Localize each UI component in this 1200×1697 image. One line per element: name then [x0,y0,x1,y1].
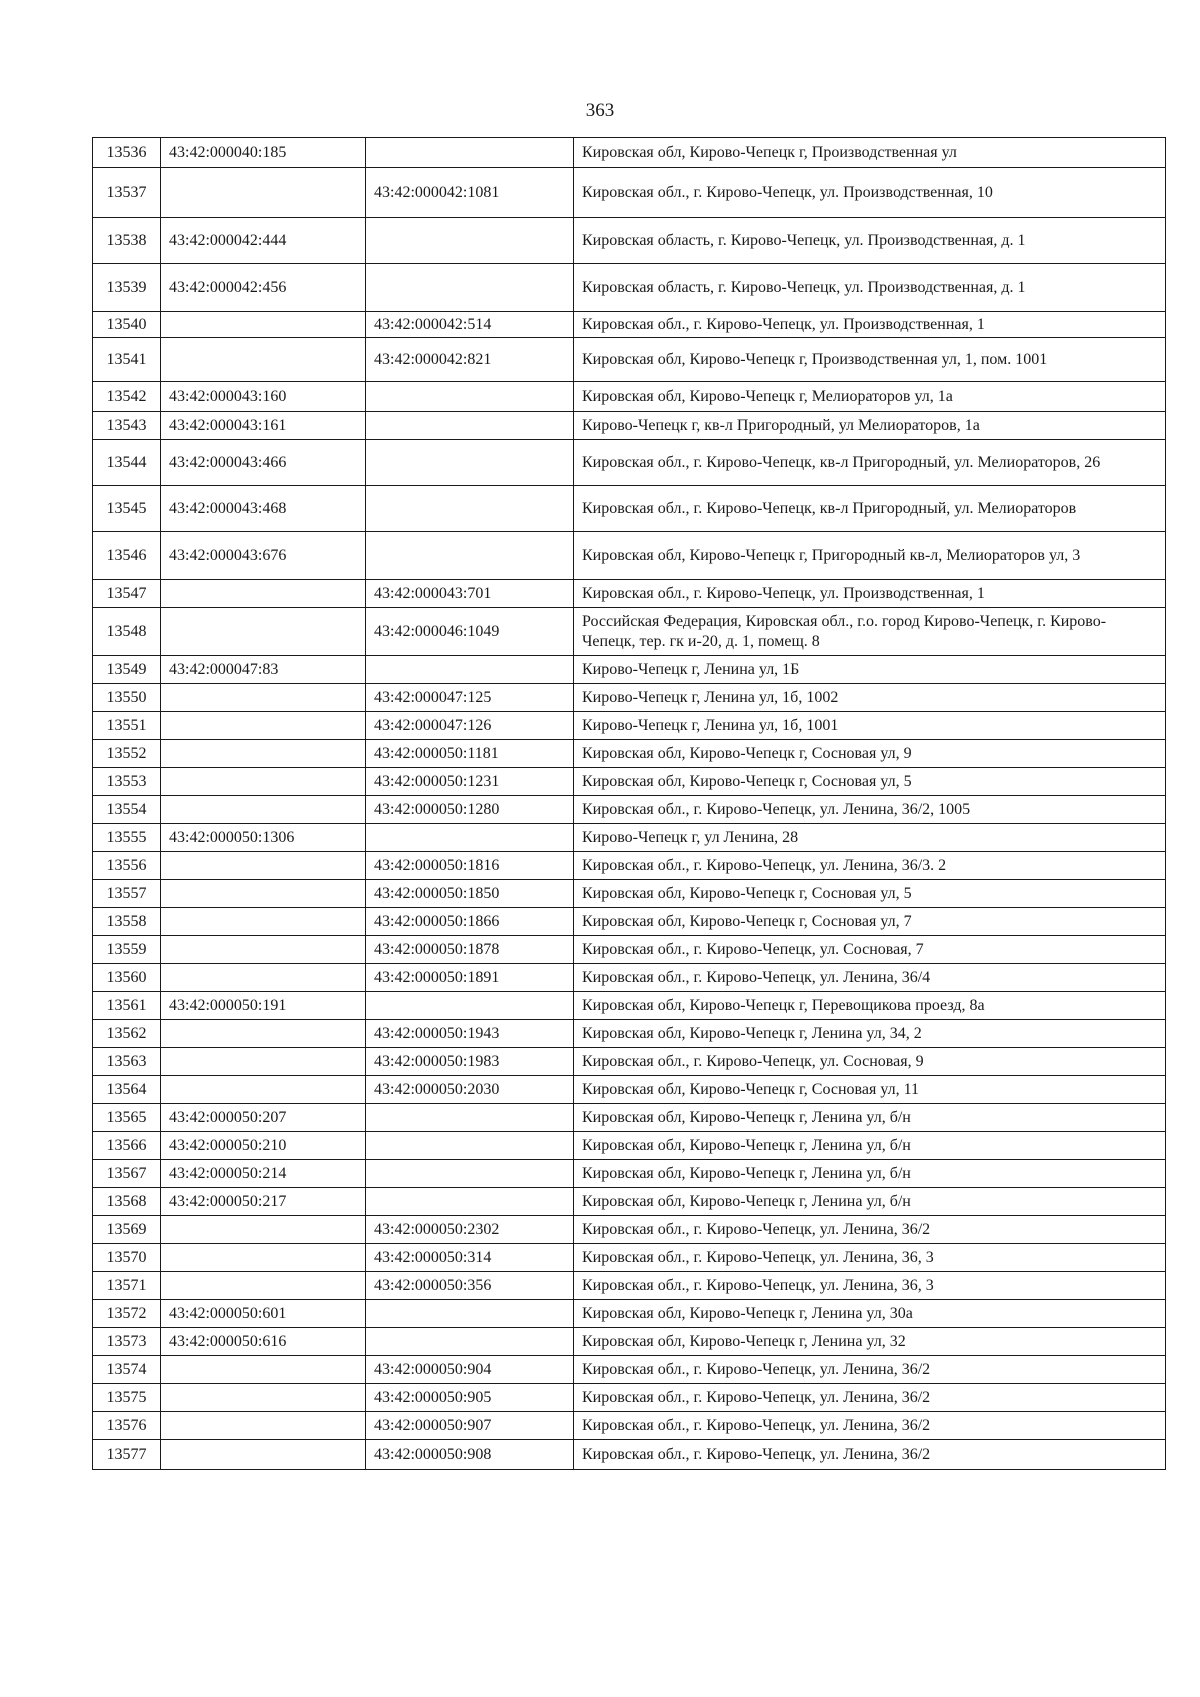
address-cell: Кировская обл, Кирово-Чепецк г, Перевощикова проезд, 8а [574,992,1166,1020]
building-number-cell [366,992,574,1020]
table-row [93,684,1166,712]
table-row [93,992,1166,1020]
address-cell: Кирово-Чепецк г, кв-л Пригородный, ул Мелиораторов, 1а [574,412,1166,440]
table-row [93,608,1166,656]
building-number-cell: 43:42:000050:1878 [366,936,574,964]
building-number-cell: 43:42:000050:1231 [366,768,574,796]
address-cell: Кировская обл., г. Кирово-Чепецк, ул. Ленина, 36/2, 1005 [574,796,1166,824]
parcel-number-cell: 43:42:000050:217 [161,1188,366,1216]
address-cell: Кировская обл, Кирово-Чепецк г, Ленина ул, б/н [574,1160,1166,1188]
table-row [93,740,1166,768]
address-cell: Кировская обл, Кирово-Чепецк г, Ленина ул, 34, 2 [574,1020,1166,1048]
row-number-cell: 13560 [93,964,161,992]
cadastral-table [92,137,1166,1470]
table-row [93,580,1166,608]
table-row [93,908,1166,936]
address-cell: Кировская обл., г. Кирово-Чепецк, ул. Ленина, 36/2 [574,1440,1166,1470]
row-number-cell: 13537 [93,168,161,218]
building-number-cell [366,1160,574,1188]
row-number-cell: 13548 [93,608,161,656]
row-number-cell: 13573 [93,1328,161,1356]
address-cell: Кировская обл, Кирово-Чепецк г, Сосновая ул, 7 [574,908,1166,936]
address-cell: Кировская обл, Кирово-Чепецк г, Пригородный кв-л, Мелиораторов ул, 3 [574,532,1166,580]
table-row [93,1048,1166,1076]
row-number-cell: 13574 [93,1356,161,1384]
address-cell: Кирово-Чепецк г, ул Ленина, 28 [574,824,1166,852]
address-cell: Кировская обл., г. Кирово-Чепецк, ул. Ленина, 36/2 [574,1216,1166,1244]
row-number-cell: 13553 [93,768,161,796]
building-number-cell: 43:42:000042:514 [366,312,574,338]
parcel-number-cell [161,880,366,908]
building-number-cell [366,412,574,440]
parcel-number-cell: 43:42:000050:214 [161,1160,366,1188]
address-cell: Кировская обл., г. Кирово-Чепецк, ул. Производственная, 1 [574,312,1166,338]
parcel-number-cell [161,1272,366,1300]
address-cell: Российская Федерация, Кировская обл., г.о. город Кирово-Чепецк, г. Кирово-Чепецк, тер. гк и-20, д. 1, помещ. 8 [574,608,1166,656]
row-number-cell: 13552 [93,740,161,768]
address-cell: Кировская обл, Кирово-Чепецк г, Мелиораторов ул, 1а [574,382,1166,412]
building-number-cell [366,382,574,412]
building-number-cell: 43:42:000050:1850 [366,880,574,908]
building-number-cell [366,1104,574,1132]
row-number-cell: 13551 [93,712,161,740]
building-number-cell [366,1300,574,1328]
row-number-cell: 13543 [93,412,161,440]
address-cell: Кировская обл, Кирово-Чепецк г, Ленина ул, 30а [574,1300,1166,1328]
row-number-cell: 13540 [93,312,161,338]
table-row [93,138,1166,168]
row-number-cell: 13563 [93,1048,161,1076]
parcel-number-cell: 43:42:000042:444 [161,218,366,264]
address-cell: Кировская обл, Кирово-Чепецк г, Ленина ул, б/н [574,1104,1166,1132]
building-number-cell: 43:42:000050:1943 [366,1020,574,1048]
building-number-cell [366,1188,574,1216]
parcel-number-cell [161,768,366,796]
row-number-cell: 13564 [93,1076,161,1104]
table-row [93,218,1166,264]
row-number-cell: 13559 [93,936,161,964]
row-number-cell: 13550 [93,684,161,712]
parcel-number-cell: 43:42:000050:1306 [161,824,366,852]
row-number-cell: 13558 [93,908,161,936]
address-cell: Кировская обл, Кирово-Чепецк г, Производственная ул, 1, пом. 1001 [574,338,1166,382]
row-number-cell: 13577 [93,1440,161,1470]
building-number-cell: 43:42:000047:126 [366,712,574,740]
row-number-cell: 13545 [93,486,161,532]
parcel-number-cell: 43:42:000042:456 [161,264,366,312]
parcel-number-cell [161,608,366,656]
table-row [93,1384,1166,1412]
parcel-number-cell: 43:42:000050:616 [161,1328,366,1356]
parcel-number-cell [161,580,366,608]
parcel-number-cell [161,1076,366,1104]
table-row [93,532,1166,580]
parcel-number-cell [161,852,366,880]
table-row [93,338,1166,382]
address-cell: Кировская обл., г. Кирово-Чепецк, ул. Ленина, 36/2 [574,1384,1166,1412]
row-number-cell: 13549 [93,656,161,684]
row-number-cell: 13547 [93,580,161,608]
address-cell: Кировская обл, Кирово-Чепецк г, Производственная ул [574,138,1166,168]
building-number-cell: 43:42:000042:821 [366,338,574,382]
table-row [93,1188,1166,1216]
table-row [93,880,1166,908]
building-number-cell: 43:42:000047:125 [366,684,574,712]
building-number-cell: 43:42:000050:904 [366,1356,574,1384]
parcel-number-cell: 43:42:000050:210 [161,1132,366,1160]
table-row [93,768,1166,796]
table-row [93,852,1166,880]
building-number-cell: 43:42:000050:2302 [366,1216,574,1244]
table-row [93,1216,1166,1244]
building-number-cell [366,486,574,532]
address-cell: Кировская область, г. Кирово-Чепецк, ул. Производственная, д. 1 [574,264,1166,312]
table-row [93,796,1166,824]
parcel-number-cell [161,1384,366,1412]
building-number-cell: 43:42:000050:1866 [366,908,574,936]
building-number-cell [366,1328,574,1356]
building-number-cell [366,824,574,852]
table-row [93,1328,1166,1356]
row-number-cell: 13555 [93,824,161,852]
row-number-cell: 13570 [93,1244,161,1272]
parcel-number-cell [161,1020,366,1048]
address-cell: Кировская обл., г. Кирово-Чепецк, кв-л Пригородный, ул. Мелиораторов [574,486,1166,532]
row-number-cell: 13544 [93,440,161,486]
building-number-cell: 43:42:000050:908 [366,1440,574,1470]
building-number-cell: 43:42:000050:1816 [366,852,574,880]
table-row [93,712,1166,740]
address-cell: Кирово-Чепецк г, Ленина ул, 1б, 1002 [574,684,1166,712]
table-row [93,1132,1166,1160]
parcel-number-cell [161,740,366,768]
building-number-cell [366,218,574,264]
address-cell: Кировская обл, Кирово-Чепецк г, Ленина ул, б/н [574,1188,1166,1216]
building-number-cell: 43:42:000042:1081 [366,168,574,218]
parcel-number-cell [161,964,366,992]
address-cell: Кировская обл, Кирово-Чепецк г, Ленина ул, 32 [574,1328,1166,1356]
parcel-number-cell [161,936,366,964]
table-row [93,382,1166,412]
building-number-cell: 43:42:000050:356 [366,1272,574,1300]
table-row [93,1020,1166,1048]
table-row [93,264,1166,312]
building-number-cell: 43:42:000050:1280 [366,796,574,824]
row-number-cell: 13565 [93,1104,161,1132]
parcel-number-cell [161,338,366,382]
row-number-cell: 13546 [93,532,161,580]
address-cell: Кировская обл., г. Кирово-Чепецк, ул. Ленина, 36/2 [574,1356,1166,1384]
table-row [93,1300,1166,1328]
row-number-cell: 13566 [93,1132,161,1160]
parcel-number-cell [161,1216,366,1244]
parcel-number-cell: 43:42:000043:466 [161,440,366,486]
building-number-cell: 43:42:000050:907 [366,1412,574,1440]
row-number-cell: 13575 [93,1384,161,1412]
table-row [93,656,1166,684]
row-number-cell: 13569 [93,1216,161,1244]
parcel-number-cell: 43:42:000040:185 [161,138,366,168]
parcel-number-cell [161,684,366,712]
building-number-cell [366,1132,574,1160]
row-number-cell: 13568 [93,1188,161,1216]
row-number-cell: 13561 [93,992,161,1020]
parcel-number-cell: 43:42:000043:676 [161,532,366,580]
parcel-number-cell: 43:42:000047:83 [161,656,366,684]
address-cell: Кировская обл., г. Кирово-Чепецк, кв-л Пригородный, ул. Мелиораторов, 26 [574,440,1166,486]
row-number-cell: 13576 [93,1412,161,1440]
row-number-cell: 13562 [93,1020,161,1048]
address-cell: Кирово-Чепецк г, Ленина ул, 1Б [574,656,1166,684]
address-cell: Кировская обл, Кирово-Чепецк г, Сосновая ул, 5 [574,768,1166,796]
parcel-number-cell: 43:42:000050:191 [161,992,366,1020]
parcel-number-cell [161,712,366,740]
parcel-number-cell: 43:42:000050:601 [161,1300,366,1328]
row-number-cell: 13542 [93,382,161,412]
parcel-number-cell [161,1048,366,1076]
building-number-cell [366,656,574,684]
parcel-number-cell [161,1440,366,1470]
address-cell: Кировская обл., г. Кирово-Чепецк, ул. Сосновая, 7 [574,936,1166,964]
building-number-cell: 43:42:000050:905 [366,1384,574,1412]
building-number-cell: 43:42:000046:1049 [366,608,574,656]
parcel-number-cell [161,796,366,824]
row-number-cell: 13556 [93,852,161,880]
address-cell: Кировская обл., г. Кирово-Чепецк, ул. Ленина, 36/2 [574,1412,1166,1440]
building-number-cell: 43:42:000043:701 [366,580,574,608]
table-row [93,312,1166,338]
address-cell: Кировская обл, Кирово-Чепецк г, Ленина ул, б/н [574,1132,1166,1160]
address-cell: Кировская обл., г. Кирово-Чепецк, ул. Производственная, 1 [574,580,1166,608]
table-row [93,936,1166,964]
building-number-cell: 43:42:000050:2030 [366,1076,574,1104]
parcel-number-cell: 43:42:000043:161 [161,412,366,440]
building-number-cell: 43:42:000050:1983 [366,1048,574,1076]
parcel-number-cell [161,908,366,936]
row-number-cell: 13536 [93,138,161,168]
building-number-cell: 43:42:000050:1891 [366,964,574,992]
table-row [93,824,1166,852]
building-number-cell: 43:42:000050:314 [366,1244,574,1272]
address-cell: Кировская обл., г. Кирово-Чепецк, ул. Ленина, 36, 3 [574,1244,1166,1272]
table-row [93,486,1166,532]
address-cell: Кировская обл., г. Кирово-Чепецк, ул. Ленина, 36/3. 2 [574,852,1166,880]
table-row [93,1076,1166,1104]
address-cell: Кировская обл., г. Кирово-Чепецк, ул. Производственная, 10 [574,168,1166,218]
table-row [93,412,1166,440]
row-number-cell: 13557 [93,880,161,908]
parcel-number-cell [161,1356,366,1384]
page-number: 363 [585,100,615,121]
row-number-cell: 13571 [93,1272,161,1300]
table-row [93,1272,1166,1300]
parcel-number-cell [161,1244,366,1272]
table-row [93,1356,1166,1384]
building-number-cell: 43:42:000050:1181 [366,740,574,768]
address-cell: Кирово-Чепецк г, Ленина ул, 1б, 1001 [574,712,1166,740]
parcel-number-cell [161,312,366,338]
row-number-cell: 13539 [93,264,161,312]
parcel-number-cell [161,168,366,218]
row-number-cell: 13567 [93,1160,161,1188]
address-cell: Кировская обл, Кирово-Чепецк г, Сосновая ул, 5 [574,880,1166,908]
table-row [93,1440,1166,1470]
table-row [93,964,1166,992]
parcel-number-cell: 43:42:000043:468 [161,486,366,532]
row-number-cell: 13538 [93,218,161,264]
address-cell: Кировская обл., г. Кирово-Чепецк, ул. Сосновая, 9 [574,1048,1166,1076]
table-row [93,168,1166,218]
parcel-number-cell: 43:42:000050:207 [161,1104,366,1132]
table-body [93,138,1166,1470]
address-cell: Кировская обл, Кирово-Чепецк г, Сосновая ул, 9 [574,740,1166,768]
row-number-cell: 13572 [93,1300,161,1328]
table-row [93,440,1166,486]
table-row [93,1160,1166,1188]
building-number-cell [366,532,574,580]
building-number-cell [366,440,574,486]
address-cell: Кировская обл., г. Кирово-Чепецк, ул. Ленина, 36, 3 [574,1272,1166,1300]
address-cell: Кировская обл, Кирово-Чепецк г, Сосновая ул, 11 [574,1076,1166,1104]
table-row [93,1244,1166,1272]
table-row [93,1104,1166,1132]
building-number-cell [366,264,574,312]
parcel-number-cell: 43:42:000043:160 [161,382,366,412]
address-cell: Кировская обл., г. Кирово-Чепецк, ул. Ленина, 36/4 [574,964,1166,992]
row-number-cell: 13554 [93,796,161,824]
address-cell: Кировская область, г. Кирово-Чепецк, ул. Производственная, д. 1 [574,218,1166,264]
building-number-cell [366,138,574,168]
row-number-cell: 13541 [93,338,161,382]
parcel-number-cell [161,1412,366,1440]
table-row [93,1412,1166,1440]
